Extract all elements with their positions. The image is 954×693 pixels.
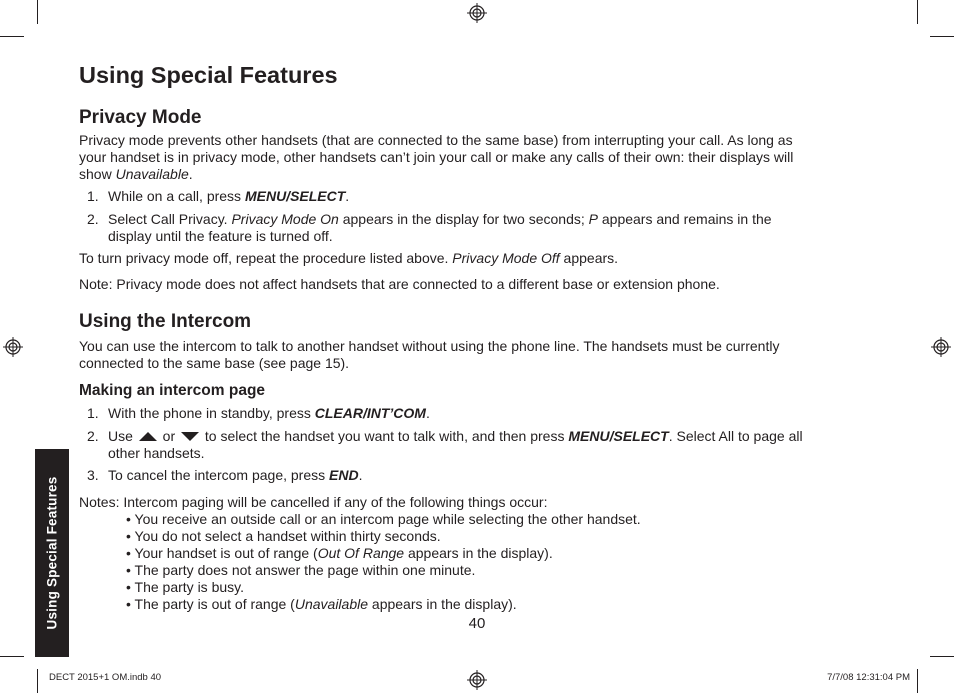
step-text bbox=[108, 211, 878, 245]
up-arrow-icon bbox=[139, 432, 157, 441]
text: appears in the display for two seconds; bbox=[338, 211, 589, 227]
note-bullet: • The party is busy. bbox=[126, 579, 244, 595]
text: appears in the display). bbox=[368, 596, 517, 612]
crop-mark bbox=[0, 656, 24, 657]
key-name: MENU/SELECT bbox=[568, 428, 669, 444]
text: While on a call, press bbox=[108, 188, 245, 204]
step-text bbox=[108, 467, 878, 484]
privacy-intro-line bbox=[79, 166, 879, 183]
intercom-notes-intro: Notes: Intercom paging will be cancelled if any of the following things occur: bbox=[79, 494, 548, 510]
text: . bbox=[358, 467, 363, 483]
crop-mark bbox=[930, 656, 954, 657]
text: Select Call Privacy. bbox=[108, 211, 232, 227]
intercom-heading: Using the Intercom bbox=[79, 311, 252, 332]
step-number: 1. bbox=[87, 405, 99, 421]
page-title: Using Special Features bbox=[79, 62, 338, 88]
slug-left: DECT 2015+1 OM.indb 40 bbox=[49, 672, 162, 683]
text: . Select All to page all bbox=[668, 428, 803, 444]
crop-mark bbox=[0, 36, 24, 37]
step-number: 3. bbox=[87, 467, 99, 483]
text: appears and remains in the bbox=[597, 211, 772, 227]
step-number: 1. bbox=[87, 188, 99, 204]
privacy-note: Note: Privacy mode does not affect handsets that are connected to a different base or extension phone. bbox=[79, 276, 720, 292]
note-bullet bbox=[126, 545, 553, 562]
crop-mark bbox=[37, 0, 38, 24]
privacy-intro-line: your handset is in privacy mode, other handsets can’t join your call or make any calls of their own: their displays will bbox=[79, 149, 794, 165]
note-bullet: • You do not select a handset within thirty seconds. bbox=[126, 528, 441, 544]
key-name: END bbox=[329, 467, 359, 483]
note-bullet: • The party does not answer the page within one minute. bbox=[126, 562, 476, 578]
registration-mark-icon bbox=[467, 3, 487, 23]
text: other handsets. bbox=[108, 445, 205, 461]
text: • The party is out of range ( bbox=[126, 596, 295, 612]
step-text bbox=[108, 405, 878, 422]
text: to select the handset you want to talk with, and then press bbox=[201, 428, 569, 444]
page-number: 40 bbox=[468, 615, 486, 632]
step-number: 2. bbox=[87, 211, 99, 227]
slug-right: 7/7/08 12:31:04 PM bbox=[827, 672, 910, 683]
privacy-intro-line: Privacy mode prevents other handsets (that are connected to the same base) from interrupting your call. As long as bbox=[79, 132, 793, 148]
text: . bbox=[345, 188, 350, 204]
text: To cancel the intercom page, press bbox=[108, 467, 330, 483]
text: . bbox=[188, 166, 193, 182]
intercom-intro-line: You can use the intercom to talk to another handset without using the phone line. The handsets must be currently bbox=[79, 338, 780, 354]
intercom-subheading: Making an intercom page bbox=[79, 382, 266, 399]
text: appears in the display). bbox=[404, 545, 553, 561]
step-number: 2. bbox=[87, 428, 99, 444]
side-tab-label: Using Special Features bbox=[44, 476, 60, 630]
key-name: MENU/SELECT bbox=[244, 188, 346, 204]
registration-mark-icon bbox=[3, 337, 23, 357]
text: display until the feature is turned off. bbox=[108, 228, 333, 244]
text: Use bbox=[108, 428, 137, 444]
registration-mark-icon bbox=[467, 670, 487, 690]
crop-mark bbox=[37, 669, 38, 693]
note-bullet: • You receive an outside call or an intercom page while selecting the other handset. bbox=[126, 511, 641, 527]
text: Out Of Range bbox=[317, 545, 405, 561]
intercom-intro-line: connected to the same base (see page 15). bbox=[79, 355, 350, 371]
text: . bbox=[425, 405, 430, 421]
text: or bbox=[158, 428, 180, 444]
note-bullet bbox=[126, 596, 517, 613]
key-name: CLEAR/INT’COM bbox=[314, 405, 426, 421]
privacy-off-text bbox=[79, 250, 879, 267]
registration-mark-icon bbox=[931, 337, 951, 357]
down-arrow-icon bbox=[181, 432, 199, 441]
text: Unavailable bbox=[294, 596, 369, 612]
text: To turn privacy mode off, repeat the procedure listed above. bbox=[79, 250, 453, 266]
text: P bbox=[588, 211, 598, 227]
text: Unavailable bbox=[115, 166, 189, 182]
step-text bbox=[108, 428, 878, 462]
text: show bbox=[79, 166, 116, 182]
step-text bbox=[108, 188, 878, 205]
text: With the phone in standby, press bbox=[108, 405, 315, 421]
crop-mark bbox=[917, 0, 918, 24]
text: Privacy Mode On bbox=[231, 211, 339, 227]
crop-mark bbox=[930, 36, 954, 37]
text: Privacy Mode Off bbox=[452, 250, 560, 266]
text: • Your handset is out of range ( bbox=[126, 545, 318, 561]
privacy-heading: Privacy Mode bbox=[79, 107, 202, 128]
crop-mark bbox=[917, 669, 918, 693]
text: appears. bbox=[559, 250, 619, 266]
